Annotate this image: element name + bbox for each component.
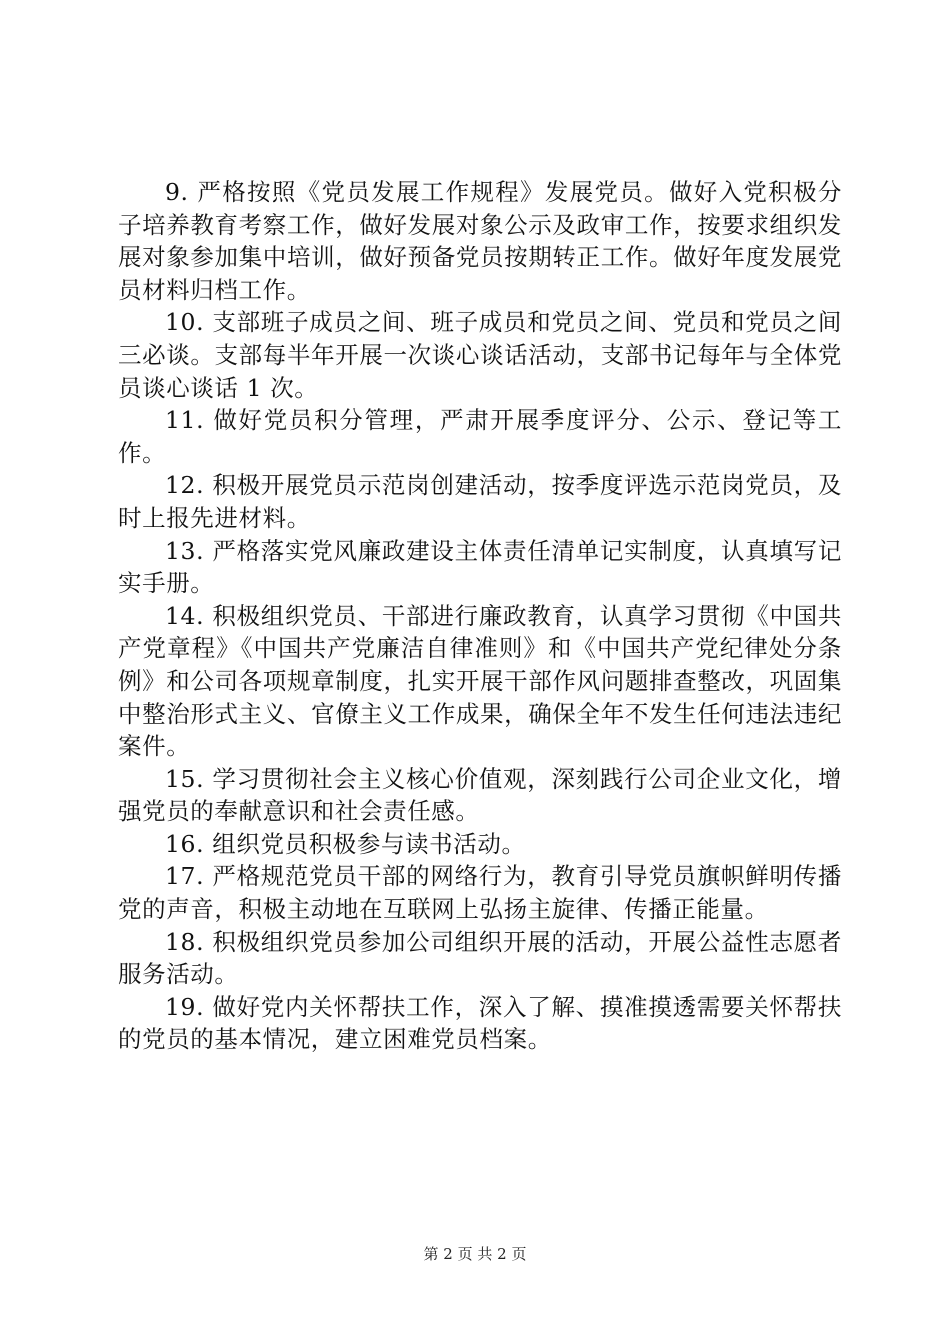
paragraph-item-9: 9. 严格按照《党员发展工作规程》发展党员。做好入党积极分子培养教育考察工作，做好发展对象公示及政审工作，按要求组织发展对象参加集中培训，做好预备党员按期转正工作。做好年度发展党员材料归档工作。	[118, 178, 842, 304]
paragraph-item-18: 18. 积极组织党员参加公司组织开展的活动，开展公益性志愿者服务活动。	[118, 927, 842, 989]
paragraph-item-14: 14. 积极组织党员、干部进行廉政教育，认真学习贯彻《中国共产党章程》《中国共产党廉洁自律准则》和《中国共产党纪律处分条例》和公司各项规章制度，扎实开展干部作风问题排查整改，巩固集中整治形式主义、官僚主义工作成果，确保全年不发生任何违法违纪案件。	[118, 601, 842, 761]
page-number-label: 第 2 页 共 2 页	[423, 1245, 527, 1263]
paragraph-item-19: 19. 做好党内关怀帮扶工作，深入了解、摸准摸透需要关怀帮扶的党员的基本情况，建立困难党员档案。	[118, 992, 842, 1054]
document-body	[118, 176, 842, 1056]
paragraph-item-16: 16. 组织党员积极参与读书活动。	[165, 829, 526, 858]
paragraph-item-13: 13. 严格落实党风廉政建设主体责任清单记实制度，认真填写记实手册。	[118, 536, 842, 598]
paragraph-item-15: 15. 学习贯彻社会主义核心价值观，深刻践行公司企业文化，增强党员的奉献意识和社会责任感。	[118, 764, 842, 826]
page-footer	[0, 1244, 950, 1264]
paragraph-item-17: 17. 严格规范党员干部的网络行为，教育引导党员旗帜鲜明传播党的声音，积极主动地在互联网上弘扬主旋律、传播正能量。	[118, 862, 842, 924]
paragraph-item-12: 12. 积极开展党员示范岗创建活动，按季度评选示范岗党员，及时上报先进材料。	[118, 471, 842, 532]
paragraph-item-11: 11. 做好党员积分管理，严肃开展季度评分、公示、登记等工作。	[118, 406, 842, 467]
paragraph-item-10: 10. 支部班子成员之间、班子成员和党员之间、党员和党员之间三必谈。支部每半年开展一次谈心谈话活动，支部书记每年与全体党员谈心谈话 1 次。	[118, 308, 842, 402]
